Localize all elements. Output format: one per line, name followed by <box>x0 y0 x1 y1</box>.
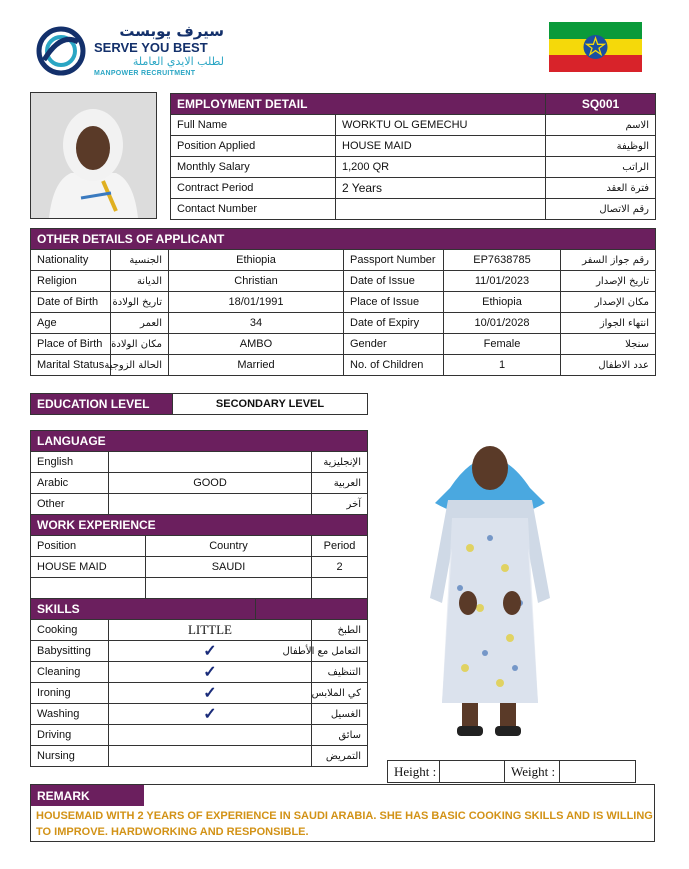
remark-title: REMARK <box>31 785 144 806</box>
table-row <box>31 292 656 313</box>
language-name-arabic: العربية <box>312 473 368 494</box>
table-row <box>31 313 656 334</box>
table-row <box>31 557 368 578</box>
table-row <box>171 178 656 199</box>
table-row <box>31 620 368 641</box>
skill-name-arabic: التنظيف <box>312 662 368 683</box>
detail-label-arabic: مكان الولادة <box>111 334 169 355</box>
skill-level <box>109 725 312 746</box>
height-weight-table <box>387 760 636 783</box>
language-work-skills-table <box>30 430 368 767</box>
row-label: Monthly Salary <box>171 157 336 178</box>
table-row <box>31 473 368 494</box>
table-row <box>31 725 368 746</box>
work-position: HOUSE MAID <box>31 557 146 578</box>
detail-label: Nationality <box>31 250 111 271</box>
work-country: SAUDI <box>146 557 312 578</box>
language-name-arabic: الإنجليزية <box>312 452 368 473</box>
skill-name: Driving <box>31 725 109 746</box>
detail-label-arabic: تاريخ الإصدار <box>561 271 656 292</box>
skill-level: LITTLE <box>109 620 312 641</box>
skill-name-arabic: التمريض <box>312 746 368 767</box>
detail-value: 1 <box>444 355 561 376</box>
row-label-arabic: الراتب <box>546 157 656 178</box>
detail-value: 18/01/1991 <box>169 292 344 313</box>
detail-label-arabic: العمر <box>111 313 169 334</box>
detail-value: AMBO <box>169 334 344 355</box>
table-row <box>31 662 368 683</box>
table-row <box>31 250 656 271</box>
row-label: Contact Number <box>171 199 336 220</box>
employment-title: EMPLOYMENT DETAIL <box>171 94 546 115</box>
language-title: LANGUAGE <box>31 431 368 452</box>
skill-name-arabic: سائق <box>312 725 368 746</box>
other-details-table <box>30 228 656 376</box>
detail-value: Christian <box>169 271 344 292</box>
skill-name: Cooking <box>31 620 109 641</box>
company-logo <box>34 22 224 80</box>
language-level <box>109 494 312 515</box>
table-row <box>171 136 656 157</box>
detail-value: Ethiopia <box>444 292 561 313</box>
remark-text: HOUSEMAID WITH 2 YEARS OF EXPERIENCE IN SAUDI ARABIA. SHE HAS BASIC COOKING SKILLS AND IS WILLING TO IMPROVE. HARDWORKING AND RESPONSIBLE. <box>36 810 653 838</box>
skills-title: SKILLS <box>31 599 256 620</box>
checkmark-icon: ✓ <box>109 662 312 683</box>
detail-label: Religion <box>31 271 111 292</box>
full-name-value: WORKTU OL GEMECHU <box>336 115 546 136</box>
detail-label: Age <box>31 313 111 334</box>
detail-label: Date of Birth <box>31 292 111 313</box>
work-period: 2 <box>312 557 368 578</box>
table-row <box>171 199 656 220</box>
table-row <box>31 355 656 376</box>
detail-label: Place of Birth <box>31 334 111 355</box>
table-row <box>31 494 368 515</box>
education-table <box>30 393 368 415</box>
education-value: SECONDARY LEVEL <box>173 394 368 415</box>
salary-value: 1,200 QR <box>336 157 546 178</box>
row-label: Contract Period <box>171 178 336 199</box>
work-period <box>312 578 368 599</box>
table-row <box>31 452 368 473</box>
checkmark-icon: ✓ <box>109 683 312 704</box>
detail-value: Female <box>444 334 561 355</box>
tagline-arabic: لطلب الايدي العاملة <box>132 55 224 68</box>
table-row <box>31 578 368 599</box>
detail-label: Date of Expiry <box>344 313 444 334</box>
language-name: Other <box>31 494 109 515</box>
skill-name: Nursing <box>31 746 109 767</box>
detail-label: Gender <box>344 334 444 355</box>
detail-value: 10/01/2028 <box>444 313 561 334</box>
detail-value: Ethiopia <box>169 250 344 271</box>
skill-name: Babysitting <box>31 641 109 662</box>
detail-value: Married <box>169 355 344 376</box>
detail-label-arabic: الحالة الزوجية <box>111 355 169 376</box>
table-row <box>31 746 368 767</box>
full-body-photo <box>410 428 570 743</box>
reference-code: SQ001 <box>546 94 656 115</box>
skill-name: Washing <box>31 704 109 725</box>
table-row <box>31 536 368 557</box>
row-label-arabic: الاسم <box>546 115 656 136</box>
weight-label: Weight : <box>505 761 560 783</box>
table-row <box>31 704 368 725</box>
work-position <box>31 578 146 599</box>
detail-label-arabic: تاريخ الولادة <box>111 292 169 313</box>
skill-level <box>109 746 312 767</box>
table-row <box>171 157 656 178</box>
table-row <box>171 115 656 136</box>
detail-value: EP7638785 <box>444 250 561 271</box>
detail-label-arabic: الجنسية <box>111 250 169 271</box>
weight-value <box>560 761 636 783</box>
detail-label: Marital Status <box>31 355 111 376</box>
detail-label-arabic: سنجلا <box>561 334 656 355</box>
row-label-arabic: فترة العقد <box>546 178 656 199</box>
height-label: Height : <box>388 761 440 783</box>
tagline-english: MANPOWER RECRUITMENT <box>94 70 196 77</box>
row-label: Full Name <box>171 115 336 136</box>
table-row <box>31 334 656 355</box>
work-experience-title: WORK EXPERIENCE <box>31 515 368 536</box>
detail-label-arabic: انتهاء الجواز <box>561 313 656 334</box>
table-row <box>31 641 368 662</box>
column-header: Country <box>146 536 312 557</box>
detail-label-arabic: عدد الاطفال <box>561 355 656 376</box>
brand-english: SERVE YOU BEST <box>94 40 208 55</box>
contact-value <box>336 199 546 220</box>
detail-label: No. of Children <box>344 355 444 376</box>
column-header: Position <box>31 536 146 557</box>
passport-photo <box>30 92 157 219</box>
language-level <box>109 452 312 473</box>
skill-name: Ironing <box>31 683 109 704</box>
detail-value: 11/01/2023 <box>444 271 561 292</box>
detail-label-arabic: رقم جواز السفر <box>561 250 656 271</box>
height-value <box>440 761 505 783</box>
row-label: Position Applied <box>171 136 336 157</box>
column-header: Period <box>312 536 368 557</box>
skill-name: Cleaning <box>31 662 109 683</box>
detail-label: Place of Issue <box>344 292 444 313</box>
skill-name-arabic: التعامل مع الأطفال <box>312 641 368 662</box>
row-label-arabic: الوظيفة <box>546 136 656 157</box>
language-name: Arabic <box>31 473 109 494</box>
ethiopia-flag-icon <box>549 22 642 72</box>
table-row <box>31 271 656 292</box>
other-details-title: OTHER DETAILS OF APPLICANT <box>31 229 656 250</box>
skill-name-arabic: كي الملابس <box>312 683 368 704</box>
checkmark-icon: ✓ <box>109 641 312 662</box>
position-value: HOUSE MAID <box>336 136 546 157</box>
employment-detail-table <box>170 93 656 220</box>
detail-label: Date of Issue <box>344 271 444 292</box>
table-row <box>31 683 368 704</box>
detail-label-arabic: مكان الإصدار <box>561 292 656 313</box>
skill-name-arabic: الطبخ <box>312 620 368 641</box>
detail-label-arabic: الديانة <box>111 271 169 292</box>
detail-label: Passport Number <box>344 250 444 271</box>
row-label-arabic: رقم الاتصال <box>546 199 656 220</box>
brand-arabic: سيرف يوبست <box>119 22 224 40</box>
contract-value: 2 Years <box>336 178 546 199</box>
language-name-arabic: آخر <box>312 494 368 515</box>
detail-value: 34 <box>169 313 344 334</box>
education-label: EDUCATION LEVEL <box>31 394 173 415</box>
language-level: GOOD <box>109 473 312 494</box>
language-name: English <box>31 452 109 473</box>
work-country <box>146 578 312 599</box>
skill-name-arabic: الغسيل <box>312 704 368 725</box>
checkmark-icon: ✓ <box>109 704 312 725</box>
